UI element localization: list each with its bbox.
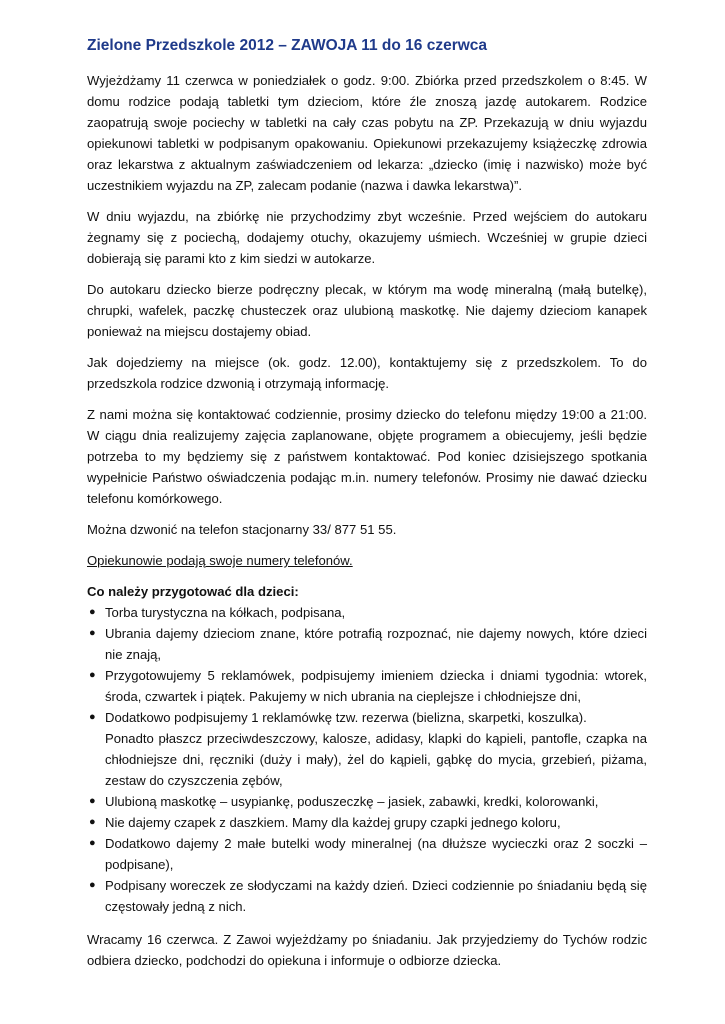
bullet-icon: ●: [89, 627, 96, 639]
paragraph-departure: Wyjeżdżamy 11 czerwca w poniedziałek o godz. 9:00. Zbiórka przed przedszkolem o 8:45. W domu rodzice podają tabletki tym dzieciom, które źle znoszą jazdę autokarem. Rodzice zaopatrują swoje pociechy w tabletki na cały czas pobytu na ZP. Przekazują w dniu wyjazdu opiekunowi tabletki w podpisanym opakowaniu. Opiekunowi przekazujemy książeczkę zdrowia oraz lekarstwa z aktualnym zaświadczeniem od lekarza: „dziecko (imię i nazwisko) może być uczestnikiem wyjazdu na ZP, zalecam podanie (nazwa i dawka lekarstwa)”.: [87, 73, 647, 193]
document-page: [87, 36, 647, 981]
document-title: Zielone Przedszkole 2012 – ZAWOJA 11 do 16 czerwca: [87, 37, 488, 54]
list-item-text: Torba turystyczna na kółkach, podpisana,: [105, 605, 346, 620]
list-item-text: Podpisany woreczek ze słodyczami na każdy dzień. Dzieci codziennie po śniadaniu będą się częstowały jedną z nich.: [105, 878, 647, 914]
bullet-icon: ●: [89, 669, 96, 681]
paragraph-departure-day: W dniu wyjazdu, na zbiórkę nie przychodzimy zbyt wcześnie. Przed wejściem do autokaru żegnamy się z pociechą, dodajemy otuchy, okazujemy uśmiech. Wcześniej w grupie dzieci dobierają się parami kto z kim siedzi w autokarze.: [87, 209, 647, 266]
list-item-continuation: Ponadto płaszcz przeciwdeszczowy, kalosze, adidasy, klapki do kąpieli, pantofle, czapka na chłodniejsze dni, ręczniki (duży i mały), żel do kąpieli, gąbkę do mycia, grzebień, piżama, zestaw do czyszczenia zębów,: [105, 731, 647, 788]
list-item-text: Dodatkowo dajemy 2 małe butelki wody mineralnej (na dłuższe wycieczki oraz 2 soczki – podpisane),: [105, 836, 647, 872]
list-item: [87, 875, 647, 917]
list-item: [87, 812, 647, 833]
bullet-icon: ●: [89, 606, 96, 618]
list-item-text: Dodatkowo podpisujemy 1 reklamówkę tzw. rezerwa (bielizna, skarpetki, koszulka).: [105, 710, 587, 725]
underlined-note: [87, 550, 647, 571]
list-item: [87, 665, 647, 707]
list-item-text: Przygotowujemy 5 reklamówek, podpisujemy imieniem dziecka i dniami tygodnia: wtorek, środa, czwartek i piątek. Pakujemy w nich ubrania na cieplejsze i chłodniejsze dni,: [105, 668, 647, 704]
list-item: [87, 833, 647, 875]
list-item: [87, 791, 647, 812]
list-heading: Co należy przygotować dla dzieci:: [87, 584, 299, 599]
list-item: [87, 602, 647, 623]
bullet-icon: ●: [89, 816, 96, 828]
bullet-icon: ●: [89, 837, 96, 849]
bullet-icon: ●: [89, 879, 96, 891]
bullet-icon: ●: [89, 795, 96, 807]
bullet-icon: ●: [89, 711, 96, 723]
list-item-text: Nie dajemy czapek z daszkiem. Mamy dla każdej grupy czapki jednego koloru,: [105, 815, 561, 830]
list-item: [87, 623, 647, 665]
paragraph-backpack: Do autokaru dziecko bierze podręczny plecak, w którym ma wodę mineralną (małą butelkę), chrupki, wafelek, paczkę chusteczek oraz ulubioną maskotkę. Nie dajemy dzieciom kanapek ponieważ na miejscu dostajemy obiad.: [87, 282, 647, 339]
list-item-text: Ubrania dajemy dzieciom znane, które potrafią rozpoznać, nie dajemy nowych, które dzieci nie znają,: [105, 626, 647, 662]
paragraph-phone: Można dzwonić na telefon stacjonarny 33/ 877 51 55.: [87, 522, 397, 537]
list-item-text: Ulubioną maskotkę – usypiankę, poduszeczkę – jasiek, zabawki, kredki, kolorowanki,: [105, 794, 599, 809]
list-item: [87, 707, 647, 791]
underlined-note-text: Opiekunowie podają swoje numery telefonów.: [87, 553, 353, 568]
paragraph-return: Wracamy 16 czerwca. Z Zawoi wyjeżdżamy po śniadaniu. Jak przyjedziemy do Tychów rodzic odbiera dziecko, podchodzi do opiekuna i informuje o odbiorze dziecka.: [87, 932, 647, 968]
packing-list: [87, 602, 647, 917]
paragraph-arrival: Jak dojedziemy na miejsce (ok. godz. 12.00), kontaktujemy się z przedszkolem. To do przedszkola rodzice dzwonią i otrzymają informację.: [87, 355, 647, 391]
paragraph-contact: Z nami można się kontaktować codziennie, prosimy dziecko do telefonu między 19:00 a 21:00. W ciągu dnia realizujemy zajęcia zaplanowane, objęte programem a obiecujemy, jeśli będzie potrzeba to my będziemy się z państwem kontaktować. Pod koniec dzisiejszego spotkania wypełnicie Państwo oświadczenia podając m.in. numery telefonów. Prosimy nie dawać dziecku telefonu komórkowego.: [87, 407, 647, 506]
